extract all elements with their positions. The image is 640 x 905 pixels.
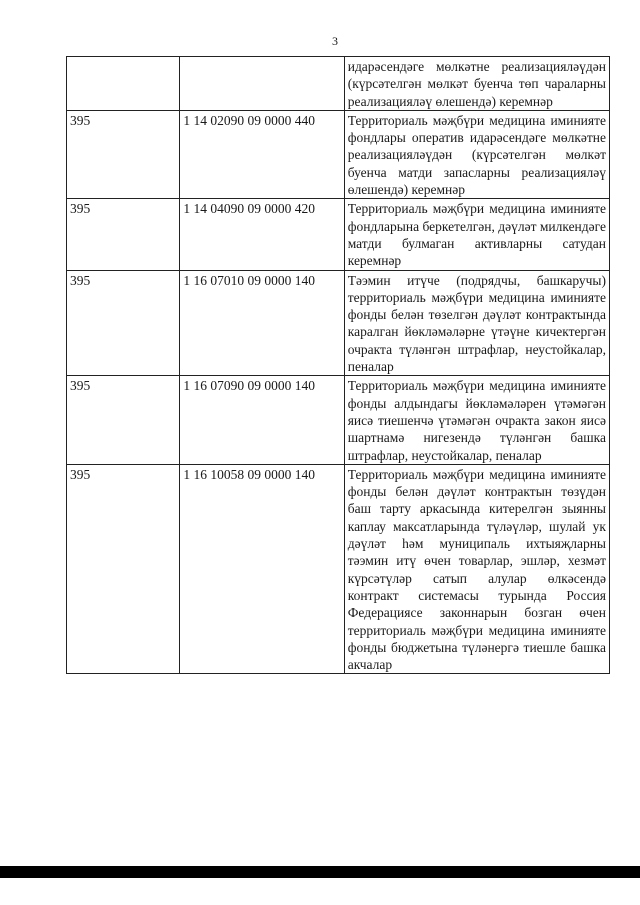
- admin-code-cell: [67, 57, 180, 111]
- budget-code-table: [66, 56, 610, 674]
- budget-code-cell: 1 16 10058 09 0000 140: [180, 464, 344, 674]
- description-cell: Территориаль мәҗбүри медицина иминияте фондларына беркетелгән, дәүләт милкендәге матди булмаган активларны сатудан керемнәр: [344, 199, 609, 270]
- admin-code-cell: 395: [67, 270, 180, 376]
- admin-code-cell: 395: [67, 464, 180, 674]
- table-row: [67, 110, 610, 198]
- page-number: 3: [332, 34, 338, 48]
- description-cell: Территориаль мәҗбүри медицина иминияте фонды алдындагы йөкләмәләрен үтәмәгән яисә тиешенчә үтәмәгән очракта закон яисә шартнамә нигезендә түләнгән башка штрафлар, неустойкалар, пеналар: [344, 376, 609, 464]
- budget-code-cell: 1 14 04090 09 0000 420: [180, 199, 344, 270]
- admin-code-cell: 395: [67, 199, 180, 270]
- description-cell: Тәэмин итүче (подрядчы, башкаручы) территориаль мәҗбүри медицина иминияте фонды белән төзелгән дәүләт контрактында каралган йөкләмәләрне үтәүне кичектергән очракта түләнгән штрафлар, неустойкалар, пеналар: [344, 270, 609, 376]
- budget-code-cell: 1 14 02090 09 0000 440: [180, 110, 344, 198]
- budget-code-cell: 1 16 07010 09 0000 140: [180, 270, 344, 376]
- table-row: [67, 270, 610, 376]
- table-row: [67, 376, 610, 464]
- budget-code-cell: [180, 57, 344, 111]
- table-row: [67, 199, 610, 270]
- scan-border-bar: [0, 866, 640, 878]
- admin-code-cell: 395: [67, 110, 180, 198]
- description-cell: Территориаль мәҗбүри медицина иминияте фонды белән дәүләт контрактын төзүдән баш тарту аркасында китерелгән зыянны каплау максатларында түләүләр, шулай ук дәүләт һәм муниципаль ихтыяҗларны тәэмин итү өчен товарлар, эшләр, хезмәт күрсәтүләр сатып алулар өлкәсендә контракт системасы турында Россия Федерациясе законнарын бозган өчен территориаль мәҗбүри медицина иминияте фонды бюджетына түләнергә тиешле башка акчалар: [344, 464, 609, 674]
- description-cell: идарәсендәге мөлкәтне реализацияләүдән (күрсәтелгән мөлкәт буенча төп чараларны реализацияләү өлешендә) керемнәр: [344, 57, 609, 111]
- table-row: [67, 57, 610, 111]
- description-cell: Территориаль мәҗбүри медицина иминияте фондлары оператив идарәсендәге мөлкәтне реализацияләүдән (күрсәтелгән мөлкәт буенча матди запасларны реализацияләү өлешендә) керемнәр: [344, 110, 609, 198]
- budget-code-cell: 1 16 07090 09 0000 140: [180, 376, 344, 464]
- table-row: [67, 464, 610, 674]
- admin-code-cell: 395: [67, 376, 180, 464]
